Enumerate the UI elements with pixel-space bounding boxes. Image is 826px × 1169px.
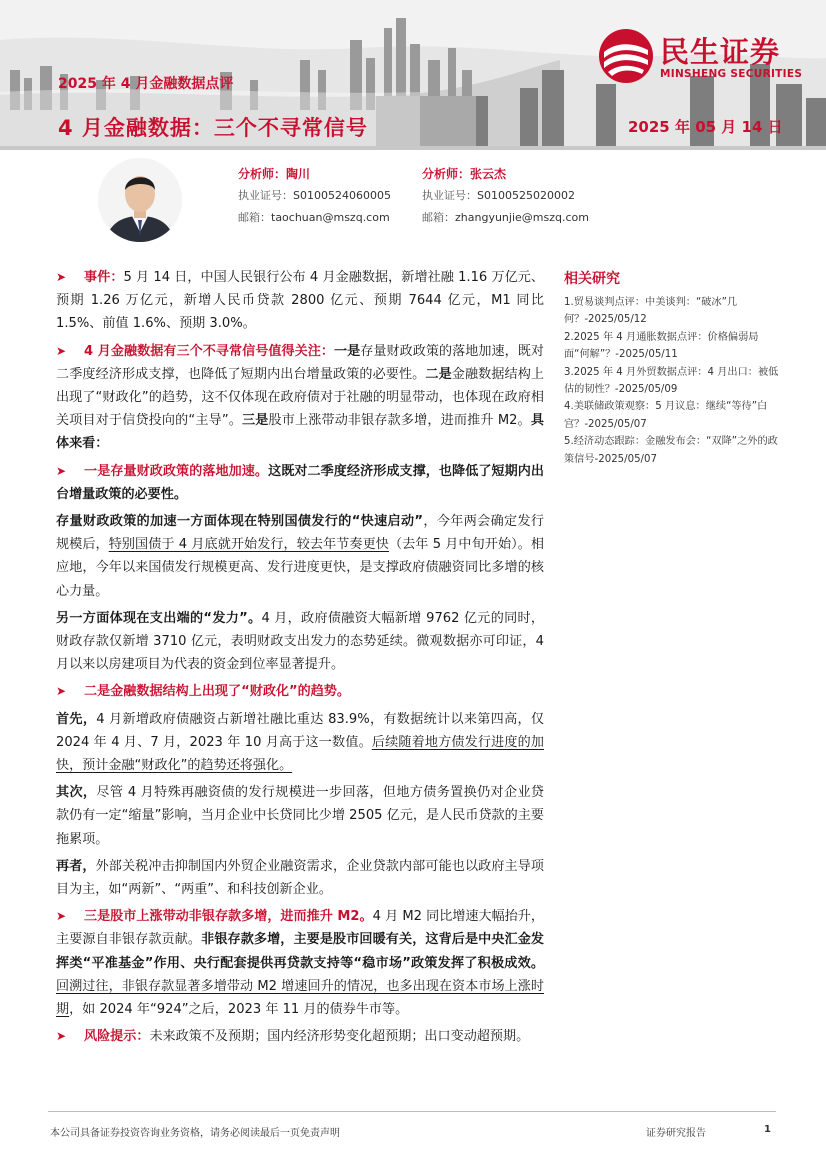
related-research-item[interactable]: 1.贸易谈判点评：中美谈判：“破冰”几何？-2025/05/12 (564, 297, 738, 326)
cert-label: 执业证号： (422, 189, 477, 202)
related-research-item[interactable]: 5.经济动态跟踪：金融发布会：“双降”之外的政策信号-2025/05/07 (564, 436, 778, 465)
analyst-name: 分析师：张云杰 (422, 167, 507, 181)
company-logo (598, 26, 808, 86)
report-date: 2025 年 05 月 14 日 (628, 118, 783, 136)
paragraph-special-bonds: 存量财政政策的加速一方面体现在特别国债发行的“快速启动”，今年两会确定发行规模后，特别国债于 4 月底就开始发行，较去年节奏更快（去年 5 月中旬开始）。相应地，今年以来国债发行规模更高、发行进度更快，是支撑政府债融资同比多增的核心力量。 (56, 514, 545, 599)
analyst-name: 分析师：陶川 (238, 167, 311, 181)
analyst-email[interactable]: zhangyunjie@mszq.com (455, 211, 589, 224)
paragraph-signals-summary: ➤ 4 月金融数据有三个不寻常信号值得关注：一是存量财政政策的落地加速，既对二季度经济形成支撑，也降低了短期内出台增量政策的必要性。二是金融数据结构上出现了“财政化”的趋势，这不仅体现在政府债对于社融的明显带动，也体现在政府相关项目对于信贷投向的“主导”。三是股市上涨带动非银存款多增，进而推升 M2。具体来看： (56, 340, 544, 456)
arrow-bullet-icon: ➤ (56, 270, 67, 284)
report-subtitle: 2025 年 4 月金融数据点评 (58, 76, 234, 92)
report-body (56, 266, 544, 1053)
cert-number: S0100525020002 (477, 189, 575, 202)
email-label: 邮箱： (238, 211, 271, 224)
cert-label: 执业证号： (238, 189, 293, 202)
analyst-portrait-image (98, 158, 182, 242)
paragraph-third: 再者，外部关税冲击抑制国内外贸企业融资需求，企业贷款内部可能也以政府主导项目为主，如“两新”、“两重”、和科技创新企业。 (56, 858, 545, 898)
footer-disclaimer: 本公司具备证券投资咨询业务资格，请务必阅读最后一页免责声明 (50, 1128, 340, 1139)
page-number: 1 (764, 1124, 771, 1135)
header-banner (0, 0, 826, 150)
paragraph-signal-one: ➤ 一是存量财政政策的落地加速。这既对二季度经济形成支撑，也降低了短期内出台增量政策的必要性。 (56, 460, 544, 506)
minsheng-logo-icon (598, 28, 654, 84)
arrow-bullet-icon: ➤ (56, 1029, 67, 1044)
arrow-bullet-icon: ➤ (56, 343, 67, 358)
report-title: 4 月金融数据：三个不寻常信号 (58, 116, 368, 140)
paragraph-second: 其次，尽管 4 月特殊再融资债的发行规模进一步回落，但地方债务置换仍对企业贷款仍有一定“缩量”影响，当月企业中长贷同比少增 2505 亿元，是人民币贷款的主要拖累项。 (56, 785, 545, 847)
arrow-bullet-icon: ➤ (56, 684, 67, 699)
arrow-bullet-icon: ➤ (56, 463, 67, 478)
footer-divider (48, 1111, 776, 1112)
related-research (564, 268, 782, 468)
logo-chinese-name: 民生证券 (660, 35, 781, 69)
cert-number: S0100524060005 (293, 189, 391, 202)
paragraph-risk: ➤ 风险提示：未来政策不及预期；国内经济形势变化超预期；出口变动超预期。 (56, 1025, 544, 1048)
related-research-item[interactable]: 3.2025 年 4 月外贸数据点评：4 月出口：被低估的韧性？-2025/05/09 (564, 366, 779, 396)
related-research-item[interactable]: 2.2025 年 4 月通胀数据点评：价格偏弱局面“何解”？-2025/05/11 (564, 331, 759, 361)
analyst-block-1 (238, 168, 391, 234)
analyst-email[interactable]: taochuan@mszq.com (271, 211, 390, 224)
related-research-title: 相关研究 (564, 271, 620, 287)
logo-english-name: MINSHENG SECURITIES (660, 68, 803, 80)
related-research-item[interactable]: 4.美联储政策观察：5 月议息：继续“等待”白宫？-2025/05/07 (564, 401, 768, 430)
paragraph-first: 首先，4 月新增政府债融资占新增社融比重达 83.9%，有数据统计以来第四高，仅 2024 年 4 月、7 月，2023 年 10 月高于这一数值。后续随着地方债发行进度的加快，预计金融“财政化”的趋势还将强化。 (56, 711, 545, 774)
paragraph-signal-two: ➤ 二是金融数据结构上出现了“财政化”的趋势。 (56, 680, 544, 703)
paragraph-signal-three: ➤ 三是股市上涨带动非银存款多增，进而推升 M2。4 月 M2 同比增速大幅抬升，主要源自非银存款贡献。非银存款多增，主要是股市回暖有关，这背后是中央汇金发挥类“平准基金”作用、央行配套提供再贷款支持等“稳市场”政策发挥了积极成效。回溯过往，非银存款显著多增带动 M2 增速回升的情况，也多出现在资本市场上涨时期，如 2024 年“924”之后，2023 年 11 月的债券牛市等。 (56, 905, 544, 1021)
paragraph-spending: 另一方面体现在支出端的“发力”。4 月，政府债融资大幅新增 9762 亿元的同时，财政存款仅新增 3710 亿元，表明财政支出发力的态势延续。微观数据亦可印证，4 月以来以房建项目为代表的资金到位率显著提升。 (56, 610, 544, 673)
paragraph-event: ➤ 事件：5 月 14 日，中国人民银行公布 4 月金融数据，新增社融 1.16 万亿元、预期 1.26 万亿元，新增人民币贷款 2800 亿元、预期 7644 亿元，M1 同比 1.5%、前值 1.6%、预期 3.0%。 (56, 266, 544, 336)
analyst-block-2 (422, 168, 589, 234)
arrow-bullet-icon: ➤ (56, 909, 67, 924)
footer-label: 证券研究报告 (646, 1128, 706, 1139)
analyst-photo (98, 158, 182, 242)
email-label: 邮箱： (422, 211, 455, 224)
